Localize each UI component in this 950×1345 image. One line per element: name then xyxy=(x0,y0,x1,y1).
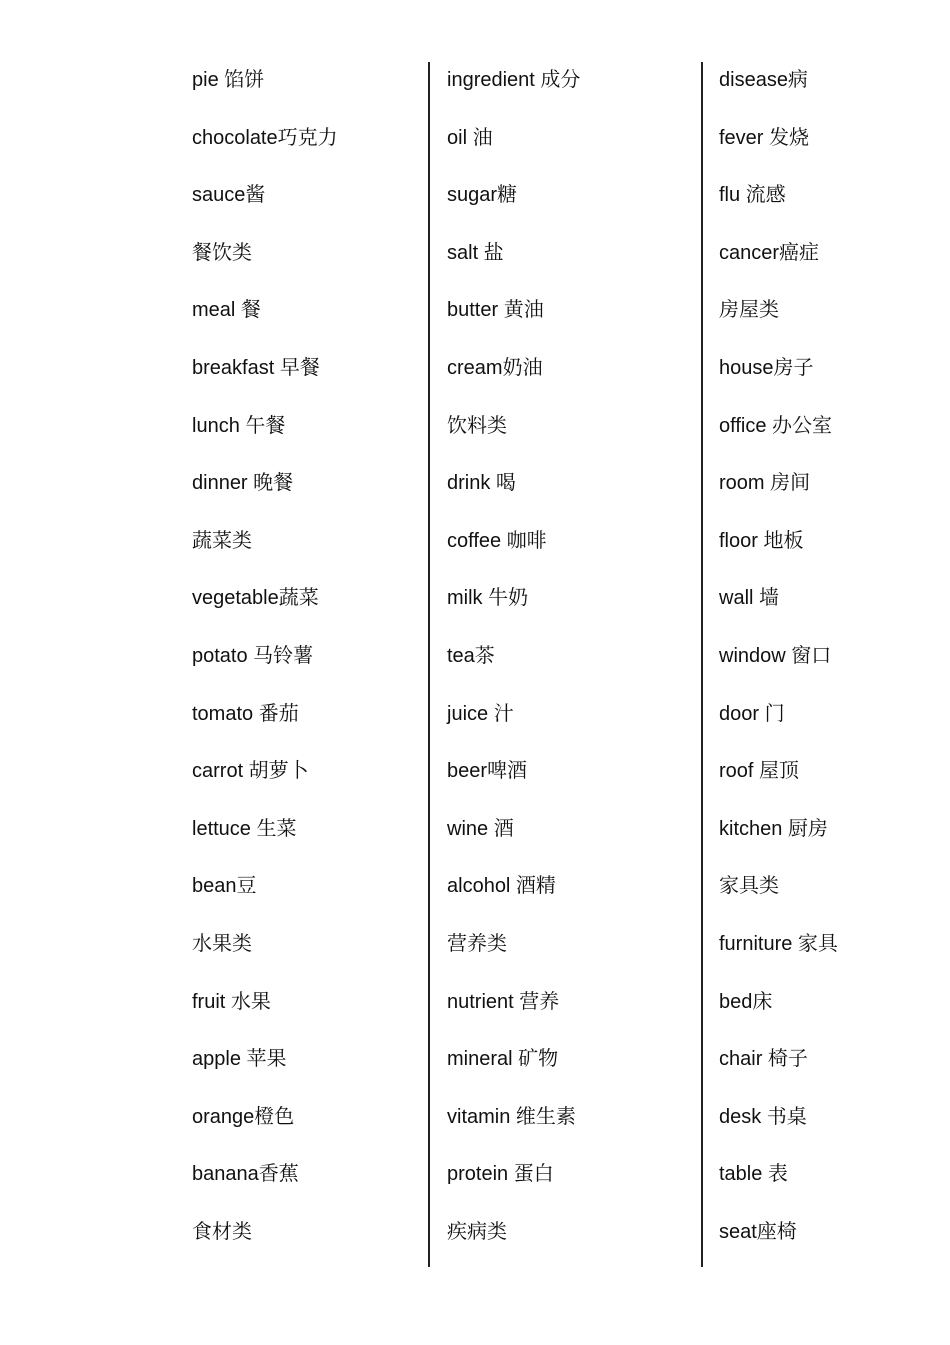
vocab-entry: room 房间 xyxy=(719,472,811,495)
vocab-entry: 营养类 xyxy=(447,932,507,955)
vocab-entry: 餐饮类 xyxy=(192,241,252,264)
vocab-entry: wall 墙 xyxy=(719,587,780,610)
vocab-entry: disease病 xyxy=(719,69,808,91)
vocab-entry: ingredient 成分 xyxy=(447,69,581,91)
vocab-entry: door 门 xyxy=(719,702,785,725)
vocab-entry: apple 苹果 xyxy=(192,1048,287,1071)
vocab-entry: floor 地板 xyxy=(719,529,804,552)
vocab-entry: dinner 晚餐 xyxy=(192,472,294,495)
vocab-entry: 房屋类 xyxy=(719,299,779,322)
vocab-entry: flu 流感 xyxy=(719,184,786,207)
vocab-column-2 xyxy=(447,52,697,1261)
vocab-entry: alcohol 酒精 xyxy=(447,875,556,898)
vocab-entry: wine 酒 xyxy=(447,817,514,840)
vocab-entry: 蔬菜类 xyxy=(192,529,252,552)
vocab-entry: 家具类 xyxy=(719,875,779,898)
vocab-entry: coffee 咖啡 xyxy=(447,529,547,552)
vocab-column-1 xyxy=(192,52,442,1261)
vocab-entry: furniture 家具 xyxy=(719,932,838,955)
column-divider-1 xyxy=(428,62,430,1267)
vocab-entry: house房子 xyxy=(719,356,814,379)
vocab-entry: cream奶油 xyxy=(447,356,543,379)
vocab-entry: bean豆 xyxy=(192,875,257,898)
vocab-column-3 xyxy=(719,52,950,1261)
vocab-entry: butter 黄油 xyxy=(447,299,544,322)
vocab-entry: lunch 午餐 xyxy=(192,414,286,437)
vocab-entry: nutrient 营养 xyxy=(447,990,560,1013)
vocab-entry: breakfast 早餐 xyxy=(192,356,320,379)
vocab-entry: sugar糖 xyxy=(447,184,518,207)
vocab-entry: salt 盐 xyxy=(447,241,504,264)
vocab-entry: 食材类 xyxy=(192,1220,252,1243)
vocab-entry: kitchen 厨房 xyxy=(719,817,828,840)
vocab-entry: 水果类 xyxy=(192,932,252,955)
vocab-entry: protein 蛋白 xyxy=(447,1163,554,1186)
vocab-entry: 疾病类 xyxy=(447,1220,507,1243)
vocab-entry: milk 牛奶 xyxy=(447,587,529,610)
vocab-entry: vegetable蔬菜 xyxy=(192,587,319,610)
vocab-entry: fever 发烧 xyxy=(719,126,810,149)
vocab-entry: tomato 番茄 xyxy=(192,702,299,725)
vocab-entry: meal 餐 xyxy=(192,299,261,322)
vocab-entry: chocolate巧克力 xyxy=(192,126,338,149)
vocab-entry: table 表 xyxy=(719,1163,788,1186)
vocab-entry: drink 喝 xyxy=(447,472,516,495)
column-divider-2 xyxy=(701,62,703,1267)
vocab-entry: juice 汁 xyxy=(447,702,514,725)
vocab-entry: chair 椅子 xyxy=(719,1048,808,1071)
vocab-entry: oil 油 xyxy=(447,126,493,149)
vocab-entry: orange橙色 xyxy=(192,1105,295,1128)
vocab-entry: lettuce 生菜 xyxy=(192,817,297,840)
vocab-entry: window 窗口 xyxy=(719,644,832,667)
vocab-entry: banana香蕉 xyxy=(192,1163,299,1186)
vocab-entry: roof 屋顶 xyxy=(719,760,800,783)
vocab-entry: potato 马铃薯 xyxy=(192,644,314,667)
vocab-entry: tea茶 xyxy=(447,644,495,667)
vocab-entry: mineral 矿物 xyxy=(447,1048,559,1071)
vocab-entry: desk 书桌 xyxy=(719,1105,807,1128)
vocab-entry: seat座椅 xyxy=(719,1220,797,1243)
vocab-entry: 饮料类 xyxy=(447,414,507,437)
vocab-entry: vitamin 维生素 xyxy=(447,1105,576,1128)
vocab-entry: office 办公室 xyxy=(719,414,832,437)
vocab-entry: beer啤酒 xyxy=(447,760,528,783)
vocab-entry: bed床 xyxy=(719,990,773,1013)
vocab-entry: fruit 水果 xyxy=(192,990,271,1013)
vocab-entry: sauce酱 xyxy=(192,184,266,207)
vocab-entry: pie 馅饼 xyxy=(192,69,265,91)
vocab-entry: cancer癌症 xyxy=(719,241,820,264)
vocab-entry: carrot 胡萝卜 xyxy=(192,760,309,783)
